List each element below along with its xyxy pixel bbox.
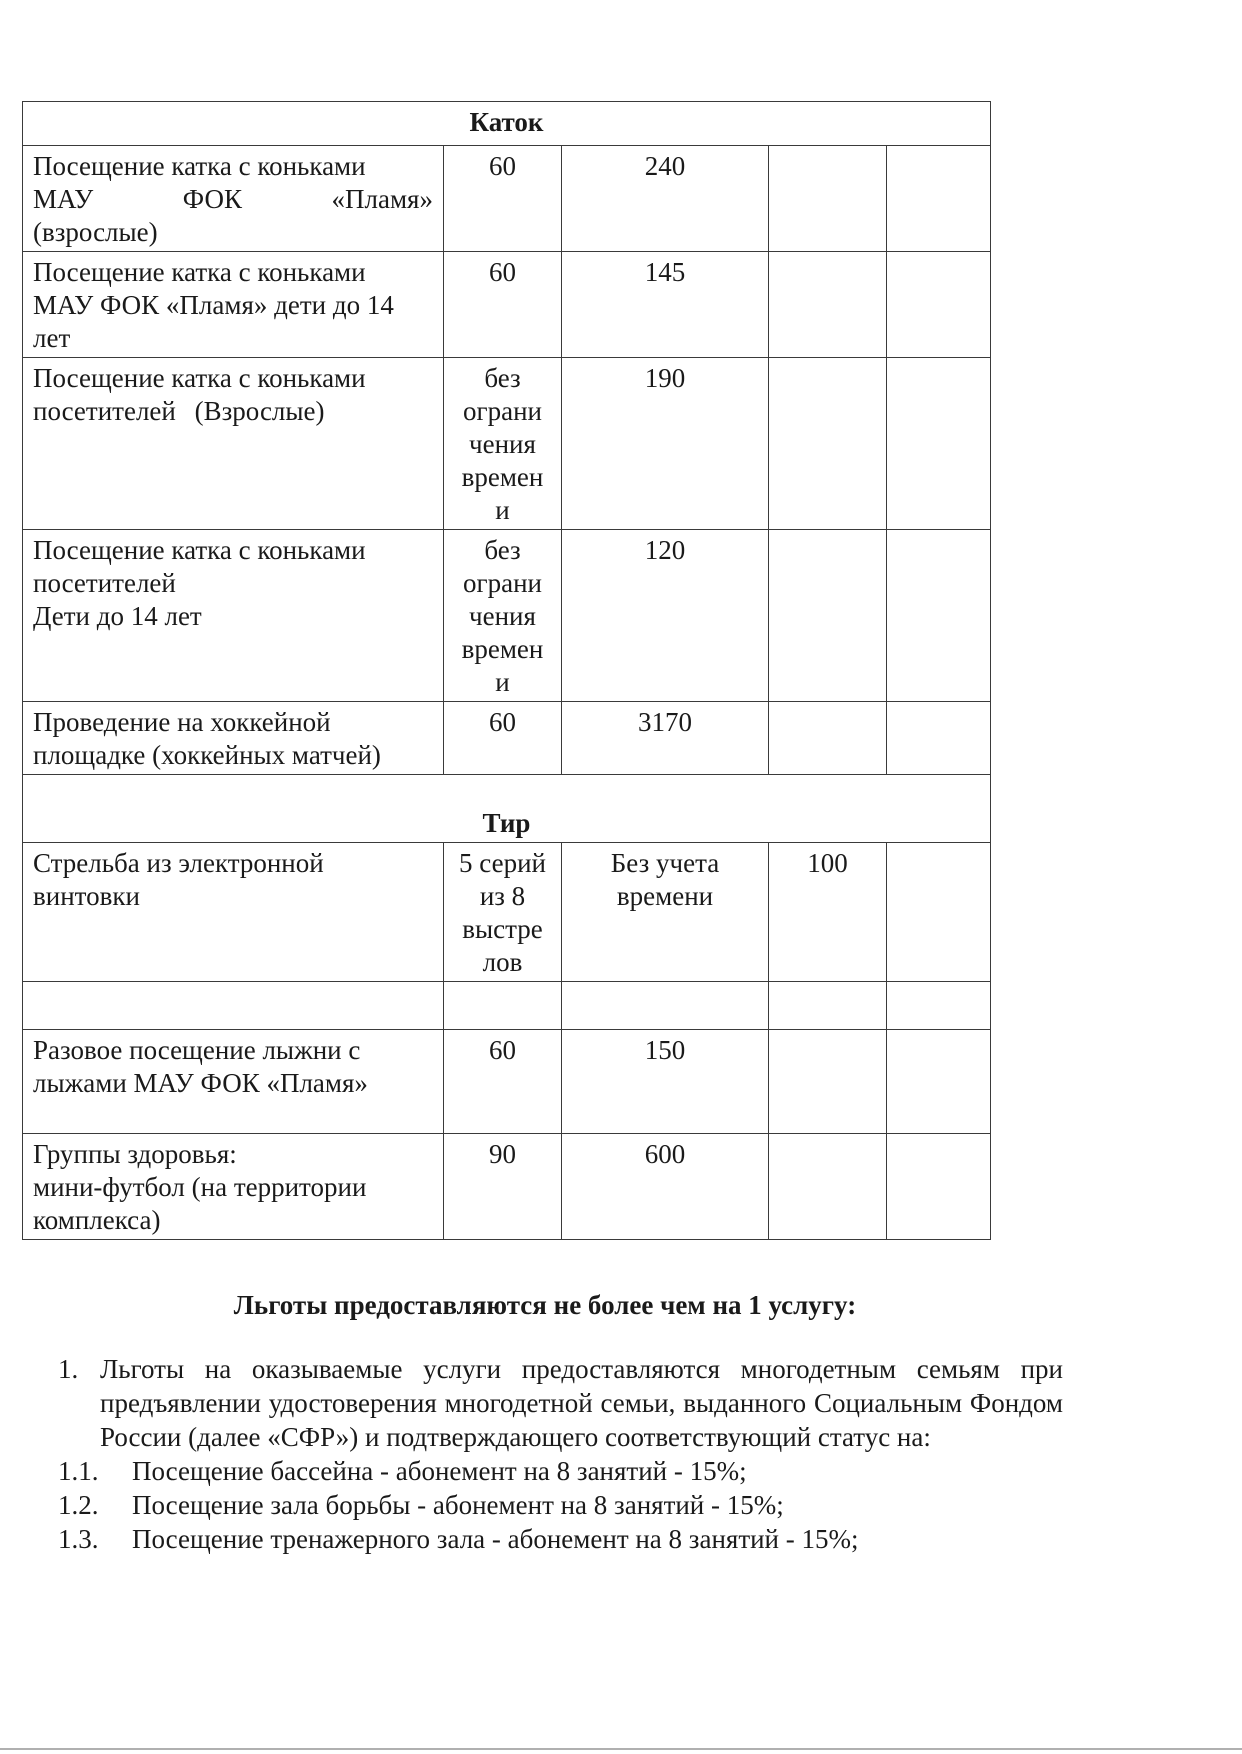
table-row bbox=[23, 1030, 991, 1134]
price-line: 600 bbox=[644, 1139, 686, 1169]
service-name-line: МАУ ФОК «Пламя» дети до 14 bbox=[33, 290, 394, 320]
service-name-cell bbox=[23, 1134, 444, 1240]
col4-cell bbox=[769, 1030, 887, 1134]
page-bottom-edge bbox=[0, 1748, 1242, 1750]
col5-cell bbox=[887, 982, 991, 1030]
col4-cell bbox=[769, 702, 887, 775]
duration-cell bbox=[444, 843, 562, 982]
service-name-line: Группы здоровья: bbox=[33, 1139, 237, 1169]
duration-line: 60 bbox=[489, 1035, 516, 1065]
duration-cell bbox=[444, 982, 562, 1030]
col5-cell bbox=[887, 843, 991, 982]
sub-item-number: 1.2. bbox=[58, 1490, 99, 1520]
duration-line: чения bbox=[469, 429, 536, 459]
table-row bbox=[23, 252, 991, 358]
sub-item-text: Посещение бассейна - абонемент на 8 занятий - 15%; bbox=[132, 1456, 747, 1486]
price-cell bbox=[562, 843, 769, 982]
service-name-line: Стрельба из электронной bbox=[33, 848, 324, 878]
duration-line: 5 серий bbox=[459, 848, 546, 878]
service-name-line: Посещение катка с коньками bbox=[33, 535, 366, 565]
col5-cell bbox=[887, 702, 991, 775]
section-header-row bbox=[23, 102, 991, 146]
price-cell bbox=[562, 530, 769, 702]
table-row bbox=[23, 358, 991, 530]
sub-item-text: Посещение тренажерного зала - абонемент на 8 занятий - 15%; bbox=[132, 1524, 859, 1554]
service-name-line: посетителей (Взрослые) bbox=[33, 396, 325, 426]
sub-item-number: 1.3. bbox=[58, 1524, 99, 1554]
table-row-empty bbox=[23, 982, 991, 1030]
duration-cell bbox=[444, 1030, 562, 1134]
col4-cell: 100 bbox=[769, 843, 887, 982]
service-name-line: площадке (хоккейных матчей) bbox=[33, 740, 381, 770]
duration-line: и bbox=[495, 667, 510, 697]
duration-cell bbox=[444, 530, 562, 702]
duration-line: и bbox=[495, 495, 510, 525]
service-name-line: лыжами МАУ ФОК «Пламя» bbox=[33, 1068, 368, 1098]
col5-cell bbox=[887, 358, 991, 530]
col5-cell bbox=[887, 530, 991, 702]
col5-cell bbox=[887, 1134, 991, 1240]
service-name-line: Разовое посещение лыжни с bbox=[33, 1035, 361, 1065]
list-item-text: Льготы на оказываемые услуги предоставляются многодетным семьям при предъявлении удостоверения многодетной семьи, выданного Социальным Фондом России (далее «СФР») и подтверждающего соответствующий статус на: bbox=[100, 1354, 1063, 1452]
service-name-line-justified bbox=[33, 183, 433, 216]
duration-line: 60 bbox=[489, 707, 516, 737]
table-row bbox=[23, 146, 991, 252]
price-cell bbox=[562, 1134, 769, 1240]
price-cell bbox=[562, 146, 769, 252]
service-name-line: комплекса) bbox=[33, 1205, 161, 1235]
price-line: времени bbox=[616, 881, 714, 911]
col5-cell bbox=[887, 252, 991, 358]
col4-cell bbox=[769, 530, 887, 702]
price-line: 145 bbox=[644, 257, 686, 287]
price-cell bbox=[562, 702, 769, 775]
duration-cell bbox=[444, 1134, 562, 1240]
service-name-line: Посещение катка с коньками bbox=[33, 151, 366, 181]
service-name-cell bbox=[23, 530, 444, 702]
service-name-line: Дети до 14 лет bbox=[33, 601, 202, 631]
service-name-cell bbox=[23, 146, 444, 252]
col4-cell bbox=[769, 982, 887, 1030]
price-line: 150 bbox=[644, 1035, 686, 1065]
org-word: «Пламя» bbox=[331, 184, 433, 214]
duration-line: без bbox=[484, 535, 521, 565]
duration-line: выстре bbox=[462, 914, 543, 944]
price-line: Без учета bbox=[610, 848, 720, 878]
sub-list-item bbox=[58, 1454, 1063, 1488]
price-line: 240 bbox=[644, 151, 686, 181]
service-name-cell bbox=[23, 982, 444, 1030]
col4-cell bbox=[769, 146, 887, 252]
price-cell bbox=[562, 1030, 769, 1134]
duration-cell bbox=[444, 252, 562, 358]
section-title: Каток bbox=[23, 102, 991, 146]
duration-line: 60 bbox=[489, 257, 516, 287]
duration-cell bbox=[444, 358, 562, 530]
sub-list-item bbox=[58, 1522, 1063, 1556]
duration-line: ограни bbox=[463, 396, 542, 426]
sub-list-item bbox=[58, 1488, 1063, 1522]
col5-cell bbox=[887, 146, 991, 252]
price-line: 120 bbox=[644, 535, 686, 565]
col4-cell bbox=[769, 252, 887, 358]
service-name-line: лет bbox=[33, 323, 71, 353]
price-cell bbox=[562, 982, 769, 1030]
service-name-cell bbox=[23, 1030, 444, 1134]
org-word: МАУ bbox=[33, 184, 94, 214]
list-item-number: 1. bbox=[58, 1354, 79, 1384]
benefits-list bbox=[58, 1352, 1063, 1556]
duration-line: чения bbox=[469, 601, 536, 631]
duration-line: времен bbox=[461, 634, 544, 664]
duration-line: без bbox=[484, 363, 521, 393]
price-line: 3170 bbox=[638, 707, 692, 737]
col5-cell bbox=[887, 1030, 991, 1134]
duration-line: ограни bbox=[463, 568, 542, 598]
list-item bbox=[58, 1352, 1063, 1454]
service-name-line: Проведение на хоккейной bbox=[33, 707, 331, 737]
table-row bbox=[23, 843, 991, 982]
col4-cell bbox=[769, 1134, 887, 1240]
duration-cell bbox=[444, 702, 562, 775]
service-name-cell bbox=[23, 358, 444, 530]
duration-line: из 8 bbox=[479, 881, 526, 911]
table-row bbox=[23, 530, 991, 702]
benefits-heading: Льготы предоставляются не более чем на 1 услугу: bbox=[233, 1290, 857, 1320]
org-word: ФОК bbox=[182, 184, 242, 214]
price-table bbox=[22, 101, 991, 1240]
duration-cell bbox=[444, 146, 562, 252]
duration-line: лов bbox=[482, 947, 523, 977]
sub-item-number: 1.1. bbox=[58, 1456, 99, 1486]
duration-line: времен bbox=[461, 462, 544, 492]
sub-item-text: Посещение зала борьбы - абонемент на 8 занятий - 15%; bbox=[132, 1490, 784, 1520]
duration-line: 60 bbox=[489, 151, 516, 181]
duration-line: 90 bbox=[489, 1139, 516, 1169]
price-line: 190 bbox=[644, 363, 686, 393]
service-name-line: (взрослые) bbox=[33, 217, 158, 247]
section-header-row bbox=[23, 775, 991, 843]
price-cell bbox=[562, 252, 769, 358]
col4-cell bbox=[769, 358, 887, 530]
service-name-cell bbox=[23, 702, 444, 775]
service-name-line: мини-футбол (на территории bbox=[33, 1172, 367, 1202]
section-title: Тир bbox=[23, 775, 991, 843]
table-row bbox=[23, 702, 991, 775]
service-name-line: посетителей bbox=[33, 568, 176, 598]
service-name-line: винтовки bbox=[33, 881, 140, 911]
service-name-line: Посещение катка с коньками bbox=[33, 363, 366, 393]
service-name-cell bbox=[23, 252, 444, 358]
service-name-line: Посещение катка с коньками bbox=[33, 257, 366, 287]
service-name-cell bbox=[23, 843, 444, 982]
table-row bbox=[23, 1134, 991, 1240]
price-cell bbox=[562, 358, 769, 530]
